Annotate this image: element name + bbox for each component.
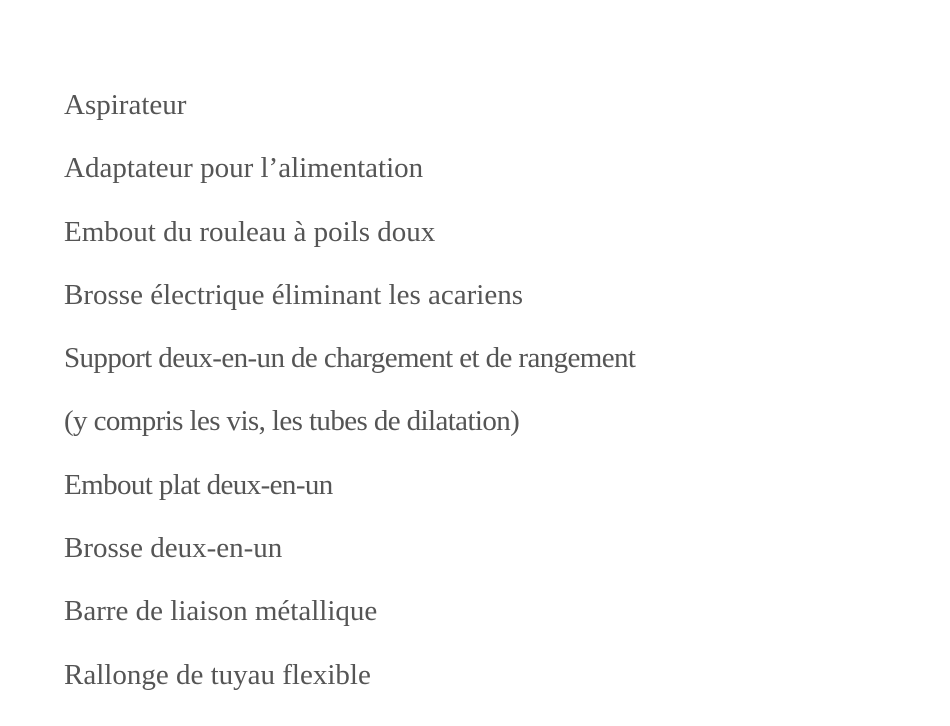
list-item-charging-stand: Support deux-en-un de chargement et de rangement	[64, 342, 636, 375]
list-item-two-in-one-brush: Brosse deux-en-un	[64, 532, 283, 565]
list-item-stand-note: (y compris les vis, les tubes de dilatation)	[64, 405, 520, 438]
list-item-soft-roller-nozzle: Embout du rouleau à poils doux	[64, 215, 436, 248]
list-item-power-adapter: Adaptateur pour l’alimentation	[64, 152, 424, 185]
list-item-anti-mite-brush: Brosse électrique éliminant les acariens	[64, 278, 523, 311]
package-contents-list	[64, 74, 635, 707]
list-item-metal-tube: Barre de liaison métallique	[64, 595, 378, 628]
list-item-flat-nozzle: Embout plat deux-en-un	[64, 468, 333, 501]
list-item-flexible-hose: Rallonge de tuyau flexible	[64, 658, 371, 691]
list-item-vacuum: Aspirateur	[64, 89, 187, 121]
